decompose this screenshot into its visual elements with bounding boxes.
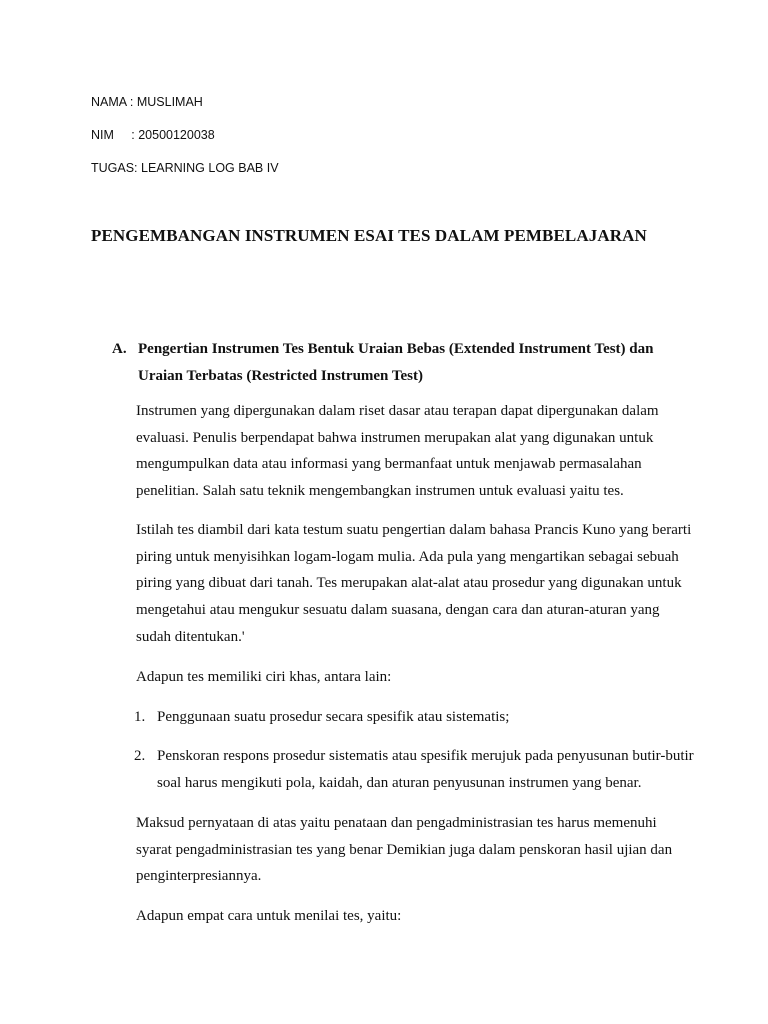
list-text: Penggunaan suatu prosedur secara spesifik atau sistematis;	[157, 709, 510, 725]
paragraph-5: Adapun empat cara untuk menilai tes, yaitu:	[136, 908, 402, 924]
list-item	[134, 704, 694, 731]
student-nim: NIM : 20500120038	[91, 128, 215, 142]
list-number: 2.	[134, 748, 146, 764]
list-item	[134, 743, 694, 797]
section-heading	[112, 336, 672, 390]
section-marker: A.	[112, 341, 127, 357]
paragraph-1: Instrumen yang dipergunakan dalam riset dasar atau terapan dapat dipergunakan dalam evaluasi. Penulis berpendapat bahwa instrumen merupakan alat yang digunakan untuk mengumpulkan data atau informasi yang bermanfaat untuk menjawab permasalahan penelitian. Salah satu teknik mengembangkan instrumen untuk evaluasi yaitu tes.	[136, 403, 659, 500]
list-number: 1.	[134, 709, 146, 725]
paragraph-3: Adapun tes memiliki ciri khas, antara lain:	[136, 669, 392, 685]
section-heading-text: Pengertian Instrumen Tes Bentuk Uraian Bebas (Extended Instrument Test) dan Uraian Terbatas (Restricted Instrumen Test)	[138, 341, 654, 384]
paragraph-2: Istilah tes diambil dari kata testum suatu pengertian dalam bahasa Prancis Kuno yang berarti piring untuk menyisihkan logam-logam mulia. Ada pula yang mengartikan sebagai sebuah piring yang dibuat dari tanah. Tes merupakan alat-alat atau prosedur yang digunakan untuk mengetahui atau mengukur sesuatu dalam suasana, dengan cara dan aturan-aturan yang sudah ditentukan.'	[136, 522, 692, 645]
assignment-title: TUGAS: LEARNING LOG BAB IV	[91, 161, 279, 175]
student-name: NAMA : MUSLIMAH	[91, 95, 203, 109]
paragraph-4: Maksud pernyataan di atas yaitu penataan dan pengadministrasian tes harus memenuhi syarat pengadministrasian tes yang benar Demikian juga dalam penskoran hasil ujian dan penginterpresiannya.	[136, 815, 673, 885]
list-text: Penskoran respons prosedur sistematis atau spesifik merujuk pada penyusunan butir-butir soal harus mengikuti pola, kaidah, dan aturan penyusunan instrumen yang benar.	[157, 748, 694, 791]
document-title: PENGEMBANGAN INSTRUMEN ESAI TES DALAM PEMBELAJARAN	[91, 226, 647, 245]
